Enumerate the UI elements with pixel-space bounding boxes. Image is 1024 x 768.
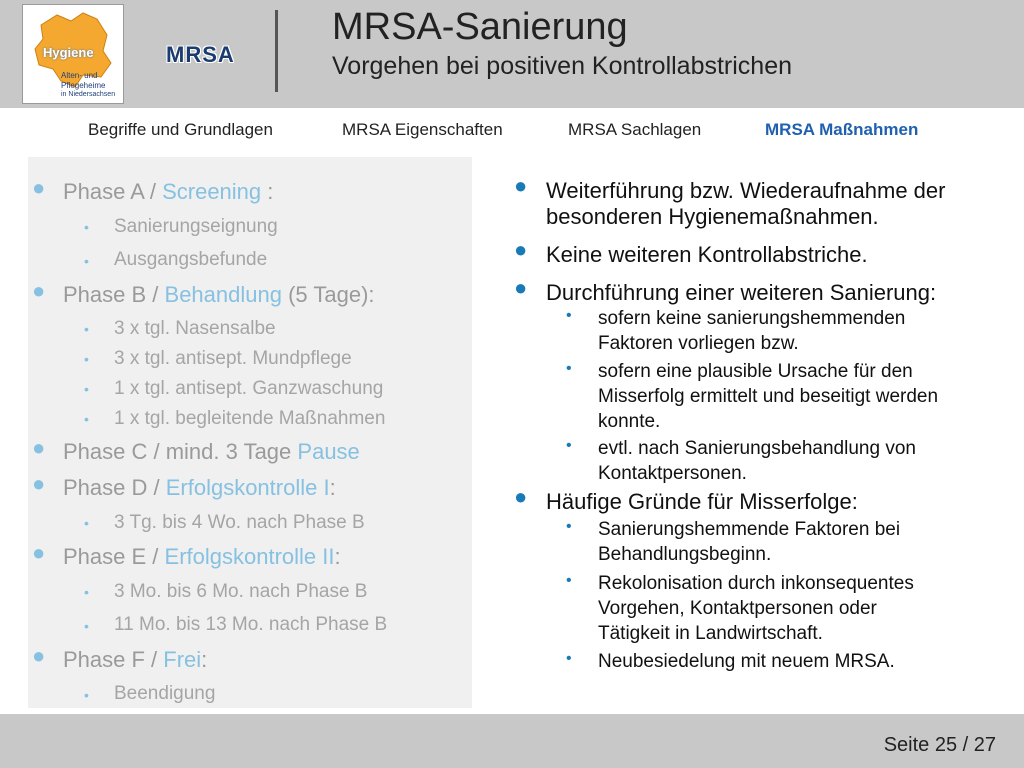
bullet-icon: ● [514,484,528,509]
bullet-icon: • [84,321,89,337]
phase-e-prefix: Phase E / [63,544,165,569]
phase-e-item: 3 Mo. bis 6 Mo. nach Phase B [114,581,368,602]
right-point-4-sub [598,571,914,646]
bullet-icon: • [566,360,572,377]
phase-e-item: 11 Mo. bis 13 Mo. nach Phase B [114,614,388,635]
phase-f [63,647,207,673]
mrsa-tag: MRSA [166,42,235,67]
phase-b-suffix: (5 Tage): [281,282,375,307]
bullet-icon: ● [32,435,46,460]
bullet-icon: ● [32,540,46,565]
right-point-4-sub [598,517,900,567]
phase-b-prefix: Phase B / [63,282,165,307]
bullet-icon: ● [514,173,528,198]
right-point-3-sub [598,359,938,434]
phase-d-highlight: Erfolgskontrolle I [165,475,330,500]
bullet-icon: • [566,650,572,667]
sub-line: konnte. [598,411,661,432]
bullet-icon: • [84,584,89,600]
phase-e [63,544,341,570]
footer-bar [0,714,1024,768]
bullet-icon: • [84,253,89,269]
phase-a-highlight: Screening [162,179,262,204]
bullet-icon: ● [514,237,528,262]
bullet-icon: • [566,307,572,324]
right-point-4-sub [598,649,895,674]
sub-line: Behandlungsbeginn. [598,544,772,565]
nav-item-sachlagen[interactable]: MRSA Sachlagen [568,120,702,139]
bullet-icon: ● [514,275,528,300]
sub-line: Tätigkeit in Landwirtschaft. [598,623,823,644]
header-divider [275,10,278,92]
bullet-icon: • [566,572,572,589]
nav-item-massnahmen[interactable]: MRSA Maßnahmen [765,120,919,139]
sub-line: Sanierungshemmende Faktoren bei [598,519,901,540]
bullet-icon: • [84,381,89,397]
sub-line: sofern eine plausible Ursache für den [598,361,913,382]
page-title: MRSA-Sanierung [332,6,628,48]
bullet-icon: ● [32,471,46,496]
right-point-3-sub [598,436,916,486]
sub-line: Neubesiedelung mit neuem MRSA. [598,651,895,672]
right-point-1 [546,178,945,230]
nav-item-begriffe[interactable]: Begriffe und Grundlagen [88,120,273,139]
sub-line: Vorgehen, Kontaktpersonen oder [598,598,877,619]
phase-b-item: 1 x tgl. antisept. Ganzwaschung [114,378,384,399]
section-nav [0,112,1024,146]
phase-a [63,179,273,205]
phase-c-prefix: Phase C / mind. 3 Tage [63,439,298,464]
logo-line-2: Pflegeheime [61,81,106,90]
sub-line: evtl. nach Sanierungsbehandlung von [598,438,916,459]
phase-a-suffix: : [261,179,274,204]
sub-line: Kontaktpersonen. [598,463,747,484]
sub-line: Misserfolg ermittelt und beseitigt werden [598,386,939,407]
bullet-icon: ● [32,643,46,668]
logo-line-1: Alten- und [61,71,98,80]
phase-b-highlight: Behandlung [164,282,282,307]
nav-item-eigenschaften[interactable]: MRSA Eigenschaften [342,120,503,139]
phase-e-highlight: Erfolgskontrolle II [164,544,335,569]
bullet-icon: • [84,618,89,634]
phases-panel [28,157,472,708]
sub-line: Faktoren vorliegen bzw. [598,333,799,354]
phase-a-item: Sanierungseignung [114,216,278,237]
phase-d-item: 3 Tg. bis 4 Wo. nach Phase B [114,512,365,533]
page-number: Seite 25 / 27 [883,734,996,756]
right-point-1-line: besonderen Hygienemaßnahmen. [546,204,879,229]
right-point-3: Durchführung einer weiteren Sanierung: [546,280,937,305]
phase-d-prefix: Phase D / [63,475,166,500]
phase-b-item: 3 x tgl. antisept. Mundpflege [114,348,352,369]
bullet-icon: ● [32,175,46,200]
phase-f-highlight: Frei [163,647,202,672]
phase-d [63,475,336,501]
bullet-icon: • [84,687,89,703]
phase-c-highlight: Pause [297,439,360,464]
bullet-icon: • [84,515,89,531]
bullet-icon: • [84,411,89,427]
phase-a-item: Ausgangsbefunde [114,249,268,270]
logo-line-3: in Niedersachsen [61,91,116,98]
phase-b-item: 3 x tgl. Nasensalbe [114,318,276,339]
right-point-1-line: Weiterführung bzw. Wiederaufnahme der [546,178,946,203]
phase-f-suffix: : [201,647,208,672]
phase-f-item: Beendigung [114,683,216,704]
sub-line: Rekolonisation durch inkonsequentes [598,573,914,594]
bullet-icon: • [84,351,89,367]
phase-f-prefix: Phase F / [63,647,164,672]
phase-c [63,439,360,465]
phase-e-suffix: : [334,544,341,569]
phase-b-item: 1 x tgl. begleitende Maßnahmen [114,408,386,429]
bullet-icon: • [566,518,572,535]
phase-b [63,282,375,308]
right-point-3-sub [598,306,905,356]
header-bar [0,0,1024,108]
hygiene-logo [22,4,124,104]
logo-title: Hygiene [43,45,94,60]
page-subtitle: Vorgehen bei positiven Kontrollabstrichen [332,52,793,80]
bullet-icon: • [566,437,572,454]
right-point-4: Häufige Gründe für Misserfolge: [546,489,858,514]
bullet-icon: ● [32,278,46,303]
phase-a-prefix: Phase A / [63,179,163,204]
sub-line: sofern keine sanierungshemmenden [598,308,906,329]
phase-d-suffix: : [329,475,336,500]
bullet-icon: • [84,219,89,235]
right-point-2: Keine weiteren Kontrollabstriche. [546,242,868,267]
